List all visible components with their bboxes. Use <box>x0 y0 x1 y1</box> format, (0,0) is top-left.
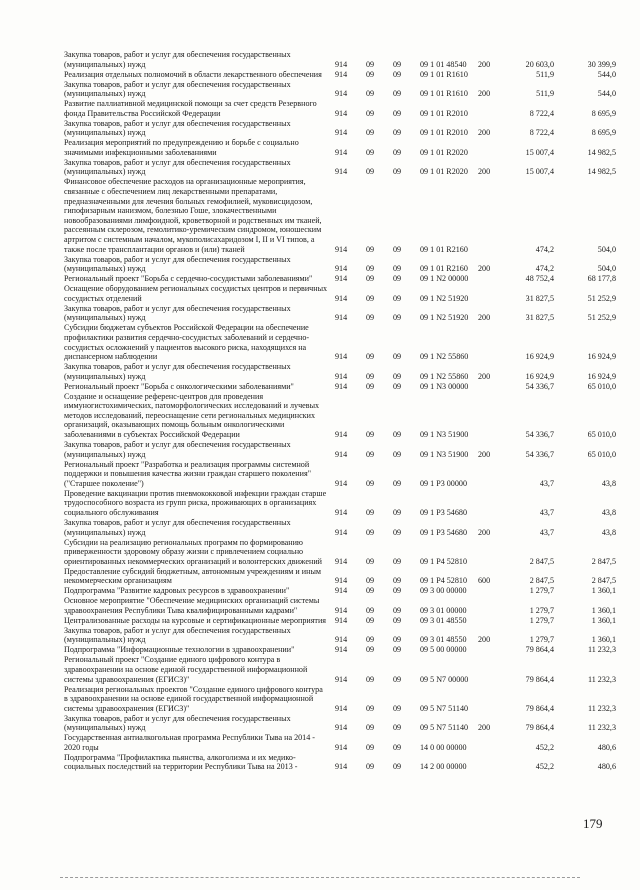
section-code: 09 <box>366 635 375 645</box>
section-code: 09 <box>366 762 375 772</box>
target-article-code: 14 0 00 00000 <box>420 742 467 752</box>
table-row <box>64 655 616 684</box>
row-description: Региональный проект "Борьба с онкологическими заболеваниями" <box>64 381 294 391</box>
section-code: 09 <box>366 586 375 596</box>
ministry-code: 914 <box>335 264 348 274</box>
target-article-code: 09 5 N7 00000 <box>420 674 469 684</box>
amount-year-2: 65 010,0 <box>587 430 616 440</box>
subsection-code: 09 <box>393 381 402 391</box>
section-code: 09 <box>366 381 375 391</box>
amount-year-2: 1 360,1 <box>591 615 616 625</box>
subsection-code: 09 <box>393 723 402 733</box>
table-row <box>64 538 616 567</box>
row-description: Закупка товаров, работ и услуг для обеспечения государственных (муниципальных) нужд <box>64 625 291 645</box>
ministry-code: 914 <box>335 381 348 391</box>
amount-year-1: 54 336,7 <box>525 449 554 459</box>
amount-year-2: 544,0 <box>597 69 616 79</box>
row-description: Закупка товаров, работ и услуг для обеспечения государственных (муниципальных) нужд <box>64 157 291 177</box>
row-description: Закупка товаров, работ и услуг для обеспечения государственных (муниципальных) нужд <box>64 50 291 69</box>
expense-type-code: 200 <box>478 128 491 138</box>
table-row <box>64 158 616 177</box>
table-row <box>64 255 616 274</box>
amount-year-2: 51 252,9 <box>587 313 616 323</box>
amount-year-1: 54 336,7 <box>525 381 554 391</box>
table-row <box>64 304 616 323</box>
row-description: Подпрограмма "Развитие кадровых ресурсов в здравоохранении" <box>64 586 290 596</box>
section-code: 09 <box>366 605 375 615</box>
amount-year-1: 452,2 <box>535 742 554 752</box>
row-description: Подпрограмма "Профилактика пьянства, алкоголизма и их медико-социальных последствий на территории Республики Тыва на 2013 - <box>64 752 298 772</box>
amount-year-1: 1 279,7 <box>529 605 554 615</box>
target-article-code: 09 5 00 00000 <box>420 645 467 655</box>
section-code: 09 <box>366 507 375 517</box>
amount-year-2: 16 924,9 <box>587 371 616 381</box>
row-description: Закупка товаров, работ и услуг для обеспечения государственных (муниципальных) нужд <box>64 713 291 733</box>
amount-year-2: 68 177,8 <box>587 274 616 284</box>
expense-type-code: 200 <box>478 371 491 381</box>
row-description: Проведение вакцинации против пневмококковой инфекции граждан старше трудоспособного возраста из групп риска, проживающих в организациях социального обслуживания <box>64 488 327 517</box>
expense-type-code: 200 <box>478 264 491 274</box>
target-article-code: 09 1 P3 54680 <box>420 507 467 517</box>
expense-type-code: 200 <box>478 167 491 177</box>
section-code: 09 <box>366 527 375 537</box>
table-row <box>64 626 616 645</box>
table-row <box>64 138 616 157</box>
page-number: 179 <box>583 816 603 831</box>
amount-year-1: 43,7 <box>539 527 554 537</box>
table-row <box>64 323 616 361</box>
subsection-code: 09 <box>393 264 402 274</box>
expense-type-code: 200 <box>478 449 491 459</box>
ministry-code: 914 <box>335 615 348 625</box>
table-row <box>64 616 616 626</box>
amount-year-1: 2 847,5 <box>529 556 554 566</box>
target-article-code: 09 1 P3 00000 <box>420 478 467 488</box>
target-article-code: 14 2 00 00000 <box>420 762 467 772</box>
row-description: Развитие паллиативной медицинской помощи за счет средств Резервного фонда Правительства Российской Федерации <box>64 99 317 118</box>
table-row <box>64 645 616 655</box>
table-row <box>64 362 616 381</box>
table-row <box>64 440 616 459</box>
section-code: 09 <box>366 167 375 177</box>
section-code: 09 <box>366 615 375 625</box>
section-code: 09 <box>366 371 375 381</box>
subsection-code: 09 <box>393 59 402 69</box>
row-description: Региональный проект "Создание единого цифрового контура в здравоохранении на основе единой государственной информационной системы здравоохранения (ЕГИСЗ)" <box>64 655 308 684</box>
amount-year-1: 511,9 <box>536 89 554 99</box>
expense-type-code: 200 <box>478 89 491 99</box>
table-row <box>64 284 616 303</box>
table-row <box>64 460 616 489</box>
target-article-code: 09 1 N3 00000 <box>420 381 469 391</box>
amount-year-2: 1 360,1 <box>591 586 616 596</box>
amount-year-2: 14 982,5 <box>587 167 616 177</box>
row-description: Создание и оснащение референс-центров для проведения иммуногистохимических, патоморфологических исследований и лучевых методов исследований, переоснащение сети региональных медицинских организаций, оказывающих помощь больным онкологическими заболеваниями в субъектах Российской Федерации <box>64 391 320 440</box>
row-description: Субсидии на реализацию региональных программ по формированию приверженности здоровому образу жизни с привлечением социально ориентированных некоммерческих организаций и волонтерских движений <box>64 537 322 566</box>
subsection-code: 09 <box>393 89 402 99</box>
budget-table <box>64 50 616 772</box>
expense-type-code: 200 <box>478 313 491 323</box>
ministry-code: 914 <box>335 89 348 99</box>
ministry-code: 914 <box>335 605 348 615</box>
ministry-code: 914 <box>335 674 348 684</box>
amount-year-2: 11 232,3 <box>587 674 616 684</box>
ministry-code: 914 <box>335 128 348 138</box>
subsection-code: 09 <box>393 371 402 381</box>
ministry-code: 914 <box>335 430 348 440</box>
table-row <box>64 586 616 596</box>
target-article-code: 09 1 01 R2010 <box>420 108 468 118</box>
amount-year-1: 79 864,4 <box>525 645 554 655</box>
row-description: Реализация мероприятий по предупреждению и борьбе с социально значимыми инфекционными заболеваниями <box>64 138 299 157</box>
subsection-code: 09 <box>393 674 402 684</box>
amount-year-2: 480,6 <box>597 742 616 752</box>
section-code: 09 <box>366 244 375 254</box>
section-code: 09 <box>366 274 375 284</box>
table-row <box>64 50 616 69</box>
subsection-code: 09 <box>393 615 402 625</box>
row-description: Оснащение оборудованием региональных сосудистых центров и первичных сосудистых отделений <box>64 284 328 303</box>
amount-year-2: 51 252,9 <box>587 293 616 303</box>
ministry-code: 914 <box>335 167 348 177</box>
expense-type-code: 200 <box>478 635 491 645</box>
row-description: Закупка товаров, работ и услуг для обеспечения государственных (муниципальных) нужд <box>64 517 291 537</box>
amount-year-1: 20 603,0 <box>525 59 554 69</box>
ministry-code: 914 <box>335 586 348 596</box>
amount-year-2: 544,0 <box>597 89 616 99</box>
ministry-code: 914 <box>335 645 348 655</box>
subsection-code: 09 <box>393 742 402 752</box>
ministry-code: 914 <box>335 703 348 713</box>
subsection-code: 09 <box>393 576 402 586</box>
footer-divider <box>60 877 580 878</box>
amount-year-1: 1 279,7 <box>529 586 554 596</box>
ministry-code: 914 <box>335 635 348 645</box>
target-article-code: 09 5 N7 51140 <box>420 703 469 713</box>
row-description: Реализация региональных проектов "Создание единого цифрового контура в здравоохранении на основе единой государственной информационной системы здравоохранения (ЕГИСЗ)" <box>64 684 323 713</box>
ministry-code: 914 <box>335 507 348 517</box>
target-article-code: 09 1 01 R2160 <box>420 244 468 254</box>
ministry-code: 914 <box>335 762 348 772</box>
amount-year-1: 1 279,7 <box>529 635 554 645</box>
expense-type-code: 600 <box>478 576 491 586</box>
target-article-code: 09 3 01 48550 <box>420 635 467 645</box>
amount-year-1: 16 924,9 <box>525 371 554 381</box>
row-description: Финансовое обеспечение расходов на организационные мероприятия, связанные с обеспечением лиц лекарственными препаратами, предназначенными для лечения больных гемофилией, муковисцидозом, гипофизарным нанизмом, болезнью Гоше, злокачественными новообразованиями лимфоидной, кроветворной и родственных им тканей, рассеянным склерозом, гемолитико-уремическим синдромом, юношеским артритом с системным началом, мукополисахаридозом I, II и VI типов, а также после трансплантации органов и (или) тканей <box>64 177 322 254</box>
table-row <box>64 70 616 80</box>
section-code: 09 <box>366 674 375 684</box>
row-description: Региональный проект "Разработка и реализация программы системной поддержки и повышения качества жизни граждан старшего поколения" ("Старшее поколение") <box>64 459 311 488</box>
ministry-code: 914 <box>335 527 348 537</box>
expense-type-code: 200 <box>478 59 491 69</box>
amount-year-2: 480,6 <box>597 762 616 772</box>
target-article-code: 09 1 N2 55860 <box>420 371 469 381</box>
subsection-code: 09 <box>393 167 402 177</box>
subsection-code: 09 <box>393 645 402 655</box>
amount-year-2: 2 847,5 <box>591 556 616 566</box>
ministry-code: 914 <box>335 449 348 459</box>
subsection-code: 09 <box>393 703 402 713</box>
amount-year-2: 504,0 <box>597 244 616 254</box>
row-description: Субсидии бюджетам субъектов Российской Федерации на обеспечение профилактики развития сердечно-сосудистых заболеваний и сердечно-сосудистых осложнений у пациентов высокого риска, находящихся на диспансерном наблюдении <box>64 323 310 362</box>
section-code: 09 <box>366 352 375 362</box>
section-code: 09 <box>366 59 375 69</box>
ministry-code: 914 <box>335 313 348 323</box>
amount-year-1: 8 722,4 <box>529 108 554 118</box>
subsection-code: 09 <box>393 762 402 772</box>
row-description: Централизованные расходы на курсовые и сертификационные мероприятия <box>64 615 327 625</box>
section-code: 09 <box>366 645 375 655</box>
amount-year-1: 31 827,5 <box>525 313 554 323</box>
subsection-code: 09 <box>393 293 402 303</box>
subsection-code: 09 <box>393 527 402 537</box>
amount-year-1: 48 752,4 <box>525 274 554 284</box>
amount-year-1: 43,7 <box>539 478 554 488</box>
section-code: 09 <box>366 430 375 440</box>
target-article-code: 09 1 N2 51920 <box>420 293 469 303</box>
ministry-code: 914 <box>335 352 348 362</box>
amount-year-2: 8 695,9 <box>591 128 616 138</box>
amount-year-2: 1 360,1 <box>591 605 616 615</box>
table-row <box>64 382 616 392</box>
ministry-code: 914 <box>335 371 348 381</box>
section-code: 09 <box>366 742 375 752</box>
amount-year-1: 79 864,4 <box>525 703 554 713</box>
section-code: 09 <box>366 108 375 118</box>
target-article-code: 09 1 P4 52810 <box>420 576 467 586</box>
amount-year-1: 511,9 <box>536 69 554 79</box>
amount-year-1: 79 864,4 <box>525 723 554 733</box>
ministry-code: 914 <box>335 244 348 254</box>
table-row <box>64 753 616 772</box>
section-code: 09 <box>366 293 375 303</box>
amount-year-1: 2 847,5 <box>529 576 554 586</box>
table-row <box>64 99 616 118</box>
target-article-code: 09 3 01 00000 <box>420 605 467 615</box>
amount-year-2: 14 982,5 <box>587 147 616 157</box>
target-article-code: 09 3 01 48550 <box>420 615 467 625</box>
amount-year-2: 504,0 <box>597 264 616 274</box>
amount-year-2: 30 399,9 <box>587 59 616 69</box>
row-description: Предоставление субсидий бюджетным, автономным учреждениям и иным некоммерческим организациям <box>64 566 322 586</box>
section-code: 09 <box>366 723 375 733</box>
subsection-code: 09 <box>393 69 402 79</box>
expense-type-code: 200 <box>478 527 491 537</box>
subsection-code: 09 <box>393 449 402 459</box>
target-article-code: 09 1 01 R2020 <box>420 147 468 157</box>
amount-year-1: 474,2 <box>535 244 554 254</box>
ministry-code: 914 <box>335 293 348 303</box>
amount-year-2: 11 232,3 <box>587 645 616 655</box>
row-description: Закупка товаров, работ и услуг для обеспечения государственных (муниципальных) нужд <box>64 303 291 323</box>
ministry-code: 914 <box>335 742 348 752</box>
table-row <box>64 274 616 284</box>
section-code: 09 <box>366 128 375 138</box>
row-description: Закупка товаров, работ и услуг для обеспечения государственных (муниципальных) нужд <box>64 79 291 99</box>
ministry-code: 914 <box>335 147 348 157</box>
amount-year-1: 15 007,4 <box>525 167 554 177</box>
target-article-code: 09 1 01 48540 <box>420 59 467 69</box>
amount-year-1: 1 279,7 <box>529 615 554 625</box>
section-code: 09 <box>366 264 375 274</box>
section-code: 09 <box>366 69 375 79</box>
subsection-code: 09 <box>393 586 402 596</box>
row-description: Региональный проект "Борьба с сердечно-сосудистыми заболеваниями" <box>64 274 313 284</box>
amount-year-2: 8 695,9 <box>591 108 616 118</box>
amount-year-2: 43,8 <box>601 478 616 488</box>
target-article-code: 09 1 N2 00000 <box>420 274 469 284</box>
amount-year-2: 2 847,5 <box>591 576 616 586</box>
section-code: 09 <box>366 556 375 566</box>
target-article-code: 09 5 N7 51140 <box>420 723 469 733</box>
target-article-code: 09 1 N3 51900 <box>420 449 469 459</box>
ministry-code: 914 <box>335 723 348 733</box>
subsection-code: 09 <box>393 478 402 488</box>
amount-year-2: 65 010,0 <box>587 381 616 391</box>
ministry-code: 914 <box>335 274 348 284</box>
target-article-code: 09 1 01 R1610 <box>420 89 468 99</box>
section-code: 09 <box>366 449 375 459</box>
amount-year-1: 43,7 <box>539 507 554 517</box>
table-row <box>64 714 616 733</box>
section-code: 09 <box>366 576 375 586</box>
section-code: 09 <box>366 703 375 713</box>
expense-type-code: 200 <box>478 723 491 733</box>
ministry-code: 914 <box>335 69 348 79</box>
section-code: 09 <box>366 478 375 488</box>
amount-year-2: 65 010,0 <box>587 449 616 459</box>
amount-year-1: 8 722,4 <box>529 128 554 138</box>
subsection-code: 09 <box>393 556 402 566</box>
row-description: Основное мероприятие "Обеспечение медицинских организаций системы здравоохранения Республики Тыва квалифицированными кадрами" <box>64 596 320 615</box>
ministry-code: 914 <box>335 59 348 69</box>
amount-year-1: 54 336,7 <box>525 430 554 440</box>
subsection-code: 09 <box>393 147 402 157</box>
target-article-code: 09 1 N2 51920 <box>420 313 469 323</box>
amount-year-2: 43,8 <box>601 507 616 517</box>
row-description: Подпрограмма "Информационные технологии в здравоохранении" <box>64 645 295 655</box>
subsection-code: 09 <box>393 352 402 362</box>
table-row <box>64 392 616 440</box>
subsection-code: 09 <box>393 635 402 645</box>
row-description: Реализация отдельных полномочий в области лекарственного обеспечения <box>64 69 322 79</box>
table-row <box>64 177 616 254</box>
amount-year-1: 79 864,4 <box>525 674 554 684</box>
row-description: Закупка товаров, работ и услуг для обеспечения государственных (муниципальных) нужд <box>64 254 291 274</box>
table-row <box>64 80 616 99</box>
subsection-code: 09 <box>393 128 402 138</box>
row-description: Закупка товаров, работ и услуг для обеспечения государственных (муниципальных) нужд <box>64 362 291 381</box>
target-article-code: 09 1 P3 54680 <box>420 527 467 537</box>
subsection-code: 09 <box>393 274 402 284</box>
amount-year-2: 11 232,3 <box>587 723 616 733</box>
subsection-code: 09 <box>393 430 402 440</box>
row-description: Государственная антиалкогольная программа Республики Тыва на 2014 - 2020 годы <box>64 733 315 752</box>
subsection-code: 09 <box>393 108 402 118</box>
subsection-code: 09 <box>393 313 402 323</box>
table-row <box>64 119 616 138</box>
row-description: Закупка товаров, работ и услуг для обеспечения государственных (муниципальных) нужд <box>64 440 291 459</box>
ministry-code: 914 <box>335 108 348 118</box>
subsection-code: 09 <box>393 507 402 517</box>
subsection-code: 09 <box>393 605 402 615</box>
ministry-code: 914 <box>335 576 348 586</box>
amount-year-2: 16 924,9 <box>587 352 616 362</box>
amount-year-1: 31 827,5 <box>525 293 554 303</box>
target-article-code: 09 1 N3 51900 <box>420 430 469 440</box>
amount-year-2: 1 360,1 <box>591 635 616 645</box>
section-code: 09 <box>366 313 375 323</box>
target-article-code: 09 1 01 R2020 <box>420 167 468 177</box>
target-article-code: 09 3 00 00000 <box>420 586 467 596</box>
subsection-code: 09 <box>393 244 402 254</box>
table-row <box>64 733 616 752</box>
table-row <box>64 596 616 615</box>
target-article-code: 09 1 01 R1610 <box>420 69 468 79</box>
target-article-code: 09 1 P4 52810 <box>420 556 467 566</box>
section-code: 09 <box>366 147 375 157</box>
table-row <box>64 518 616 537</box>
section-code: 09 <box>366 89 375 99</box>
amount-year-2: 43,8 <box>601 527 616 537</box>
amount-year-2: 11 232,3 <box>587 703 616 713</box>
table-row <box>64 685 616 714</box>
table-row <box>64 567 616 586</box>
amount-year-1: 16 924,9 <box>525 352 554 362</box>
target-article-code: 09 1 01 R2010 <box>420 128 468 138</box>
amount-year-1: 474,2 <box>535 264 554 274</box>
row-description: Закупка товаров, работ и услуг для обеспечения государственных (муниципальных) нужд <box>64 118 291 138</box>
amount-year-1: 452,2 <box>535 762 554 772</box>
target-article-code: 09 1 N2 55860 <box>420 352 469 362</box>
amount-year-1: 15 007,4 <box>525 147 554 157</box>
target-article-code: 09 1 01 R2160 <box>420 264 468 274</box>
table-row <box>64 489 616 518</box>
ministry-code: 914 <box>335 556 348 566</box>
ministry-code: 914 <box>335 478 348 488</box>
